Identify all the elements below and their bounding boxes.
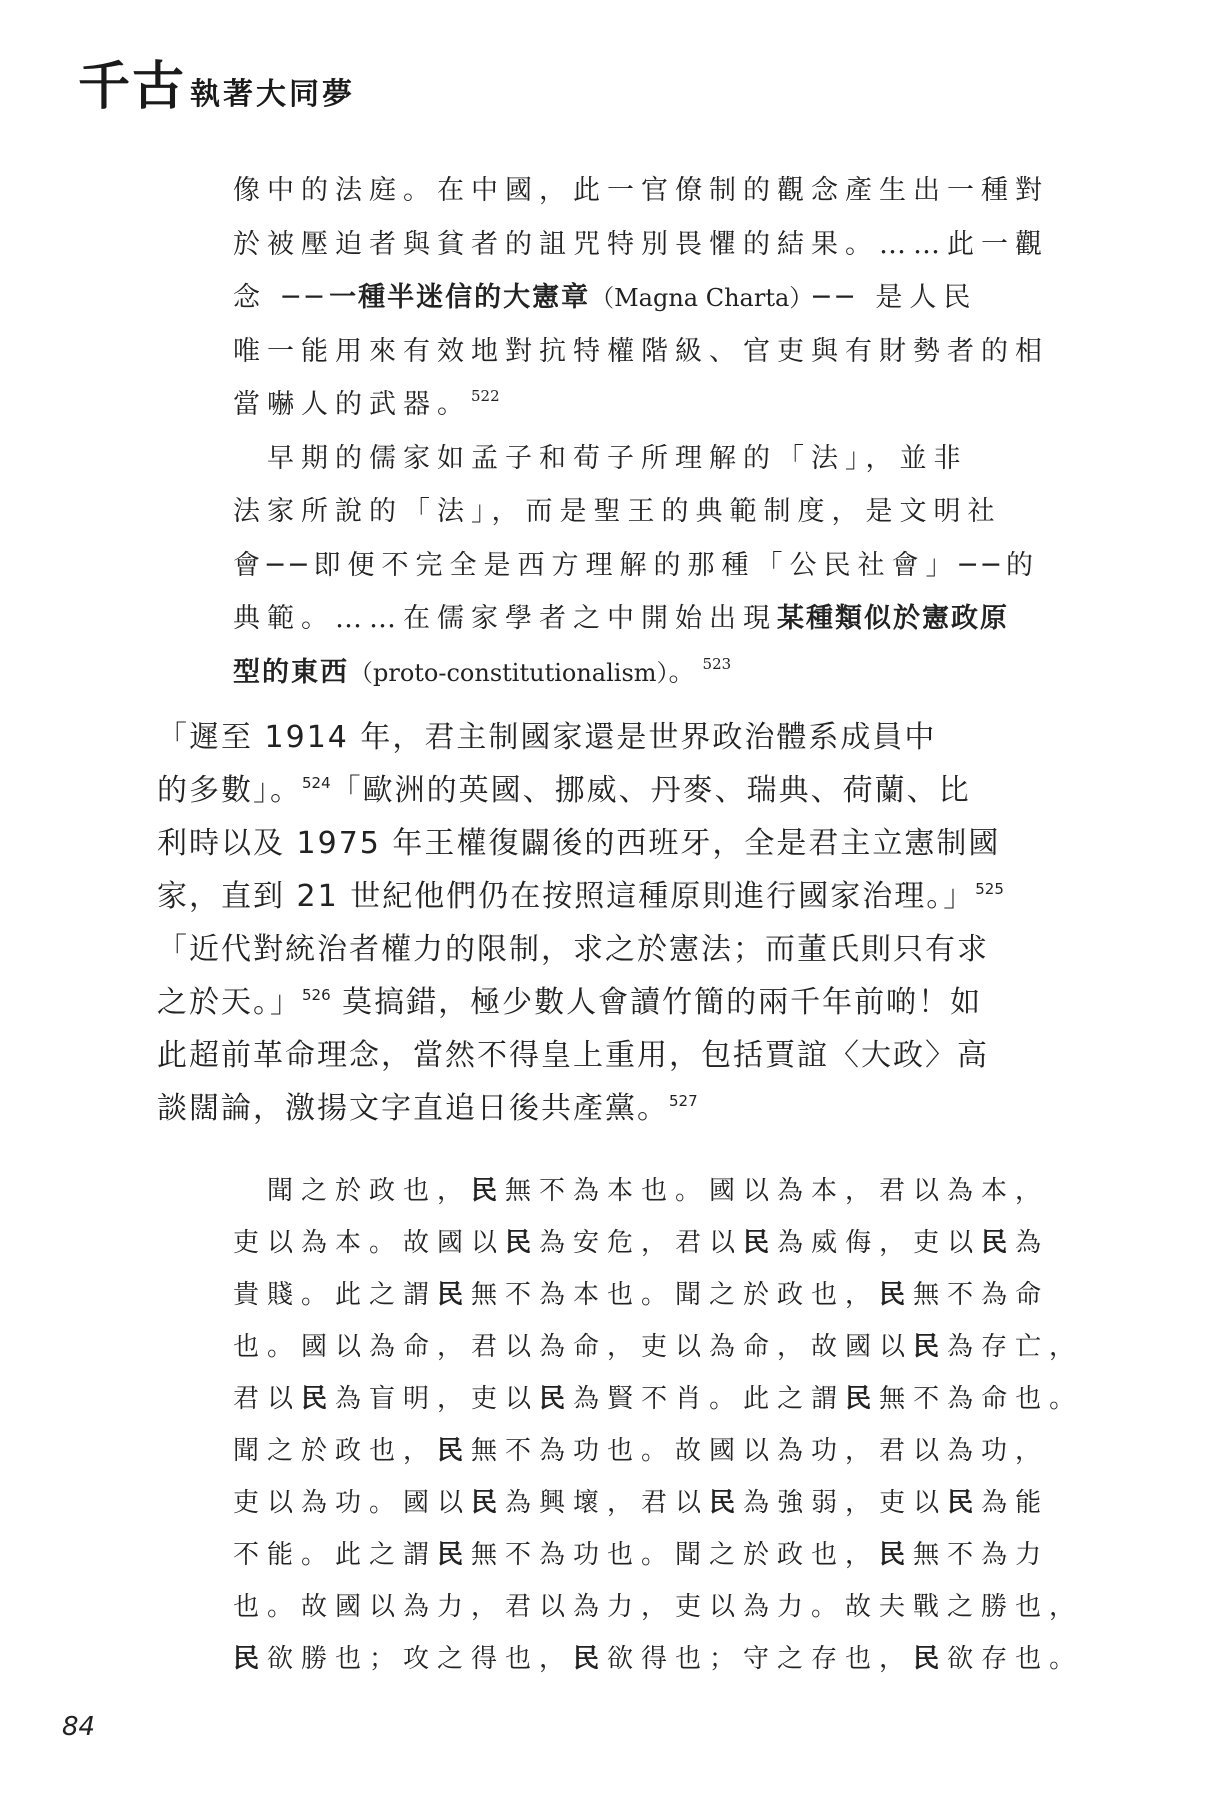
text-line xyxy=(233,1425,1050,1477)
bold-text: 型的東西 xyxy=(233,656,349,688)
text-line xyxy=(157,711,1037,764)
text: 法家所說的「法」，而是聖王的典範制度，是文明社 xyxy=(233,496,1002,527)
text-line xyxy=(233,432,1029,486)
text-line xyxy=(233,1373,1084,1425)
text-line xyxy=(157,817,1037,870)
text: 為威侮，吏以 xyxy=(777,1228,982,1258)
text: 「歐洲的英國、挪威、丹麥、瑞典、荷蘭、比 xyxy=(330,773,971,808)
text: 不能。此之謂 xyxy=(233,1540,438,1570)
text-line xyxy=(233,1165,1050,1217)
bold-text: 民 xyxy=(471,1488,506,1518)
bold-text: 民 xyxy=(709,1488,744,1518)
bold-text: 某種類似於憲政原 xyxy=(777,603,1009,634)
text: 當嚇人的武器。 xyxy=(233,389,471,420)
running-header xyxy=(78,44,355,119)
text-line xyxy=(233,485,1029,539)
text-line xyxy=(233,1321,1084,1373)
text: 「遲至 1914 年，君主制國家還是世界政治體系成員中 xyxy=(157,720,937,755)
bold-text: 民 xyxy=(539,1384,574,1414)
text: 之於天。」 xyxy=(157,985,302,1020)
text: 為 xyxy=(1015,1228,1050,1258)
text: 欲得也；守之存也， xyxy=(607,1644,914,1674)
block-quote-1 xyxy=(233,164,1049,699)
text: 此超前革命理念，當然不得皇上重用，包括賈誼〈大政〉高 xyxy=(157,1038,989,1073)
text: 欲存也。 xyxy=(947,1644,1084,1674)
text: 利時以及 1975 年王權復闢後的西班牙，全是君主立憲制國 xyxy=(157,826,1001,861)
footnote-ref: 524 xyxy=(302,774,331,792)
bold-text: 民 xyxy=(437,1280,472,1310)
text-line xyxy=(157,1029,1037,1082)
text-line xyxy=(233,1217,1050,1269)
latin-text: （proto-constitutionalism） xyxy=(349,658,669,687)
text: 無不為功也。故國以為功，君以為功， xyxy=(471,1436,1050,1466)
text-line xyxy=(157,976,1037,1029)
bold-text: 民 xyxy=(573,1644,608,1674)
text: 為能 xyxy=(981,1488,1050,1518)
bold-text: 一種半迷信的大憲章 xyxy=(329,282,591,313)
bold-text: 民 xyxy=(879,1540,914,1570)
text: 吏以為本。故國以 xyxy=(233,1228,506,1258)
text-line xyxy=(157,764,1037,817)
text-line xyxy=(233,378,1029,432)
bold-text: 民 xyxy=(845,1384,880,1414)
bold-text: 民 xyxy=(743,1228,778,1258)
text: 為安危，君以 xyxy=(539,1228,744,1258)
text-line xyxy=(233,271,1029,325)
text: 無不為本也。國以為本，君以為本， xyxy=(505,1176,1050,1206)
text: 早期的儒家如孟子和荀子所理解的「法」，並非 xyxy=(233,442,968,474)
text-line xyxy=(233,592,1029,646)
text-line xyxy=(233,539,1041,593)
bold-text: 民 xyxy=(471,1176,506,1206)
footnote-ref: 522 xyxy=(471,387,500,405)
bold-text: 民 xyxy=(913,1644,948,1674)
text: 為強弱，吏以 xyxy=(743,1488,948,1518)
text: 「近代對統治者權力的限制，求之於憲法；而董氏則只有求 xyxy=(157,932,989,967)
footnote-ref: 526 xyxy=(302,986,331,1004)
text: 為興壞，君以 xyxy=(505,1488,710,1518)
text-line xyxy=(233,646,1029,700)
text: 像中的法庭。在中國，此一官僚制的觀念產生出一種對 xyxy=(233,175,1049,206)
text: 於被壓迫者與貧者的詛咒特別畏懼的結果。……此一觀 xyxy=(233,228,1049,260)
text: 聞之於政也， xyxy=(233,1176,472,1206)
header-title-small: 執著大同夢 xyxy=(190,77,356,112)
bold-text: 民 xyxy=(301,1384,336,1414)
text-line xyxy=(233,1269,1050,1321)
text: 君以 xyxy=(233,1384,302,1414)
footnote-ref: 523 xyxy=(702,654,732,673)
bold-text: 民 xyxy=(437,1436,472,1466)
body-paragraph xyxy=(157,711,1037,1135)
block-quote-2 xyxy=(233,1165,1084,1685)
text: 無不為功也。聞之於政也， xyxy=(471,1540,880,1570)
text: 典範。……在儒家學者之中開始出現 xyxy=(233,603,777,634)
text-line xyxy=(233,218,1049,272)
text: 莫搞錯，極少數人會讀竹簡的兩千年前啲！如 xyxy=(330,985,983,1020)
bold-text: 民 xyxy=(879,1280,914,1310)
footnote-ref: 525 xyxy=(975,880,1004,898)
text: 會──即便不完全是西方理解的那種「公民社會」──的 xyxy=(233,549,1041,581)
text: 的多數」。 xyxy=(157,773,302,808)
text-line xyxy=(233,1581,1084,1633)
text-line xyxy=(157,870,1037,923)
footnote-ref: 527 xyxy=(669,1092,698,1110)
text: 念 ── xyxy=(233,282,330,313)
text: 欲勝也；攻之得也， xyxy=(267,1644,574,1674)
text: 唯一能用來有效地對抗特權階級、官吏與有財勢者的相 xyxy=(233,335,1049,367)
text-line xyxy=(233,1529,1050,1581)
text-line xyxy=(233,164,1049,218)
text-line xyxy=(233,1477,1050,1529)
text: 談闊論，激揚文字直追日後共產黨。 xyxy=(157,1091,669,1126)
text: 無不為力 xyxy=(913,1540,1050,1570)
text: 無不為本也。聞之於政也， xyxy=(471,1280,880,1310)
bold-text: 民 xyxy=(437,1540,472,1570)
text: 為賢不肖。此之謂 xyxy=(573,1384,846,1414)
text-line xyxy=(233,325,1049,379)
header-title-large: 千古 xyxy=(78,56,187,117)
text: 吏以為功。國以 xyxy=(233,1488,472,1518)
page-number: 84 xyxy=(62,1712,96,1742)
bold-text: 民 xyxy=(505,1228,540,1258)
text-line xyxy=(157,1082,1037,1135)
text: 無不為命也。 xyxy=(879,1384,1084,1414)
text: 家，直到 21 世紀他們仍在按照這種原則進行國家治理。」 xyxy=(157,879,976,914)
text-line xyxy=(233,1633,1084,1685)
text: 聞之於政也， xyxy=(233,1436,438,1466)
text: 貴賤。此之謂 xyxy=(233,1280,438,1310)
bold-text: 民 xyxy=(947,1488,982,1518)
text: 無不為命 xyxy=(913,1280,1050,1310)
bold-text: 民 xyxy=(913,1332,948,1362)
text: 也。故國以為力，君以為力，吏以為力。故夫戰之勝也， xyxy=(233,1592,1084,1622)
text-line xyxy=(157,923,1037,976)
bold-text: 民 xyxy=(233,1644,268,1674)
latin-text: （Magna Charta） xyxy=(590,284,814,312)
text: 。 xyxy=(668,656,703,688)
text: 為盲明，吏以 xyxy=(335,1384,540,1414)
bold-text: 民 xyxy=(981,1228,1016,1258)
text: ── 是人民 xyxy=(813,282,978,313)
text: 也。國以為命，君以為命，吏以為命，故國以 xyxy=(233,1332,914,1362)
text: 為存亡， xyxy=(947,1332,1084,1362)
